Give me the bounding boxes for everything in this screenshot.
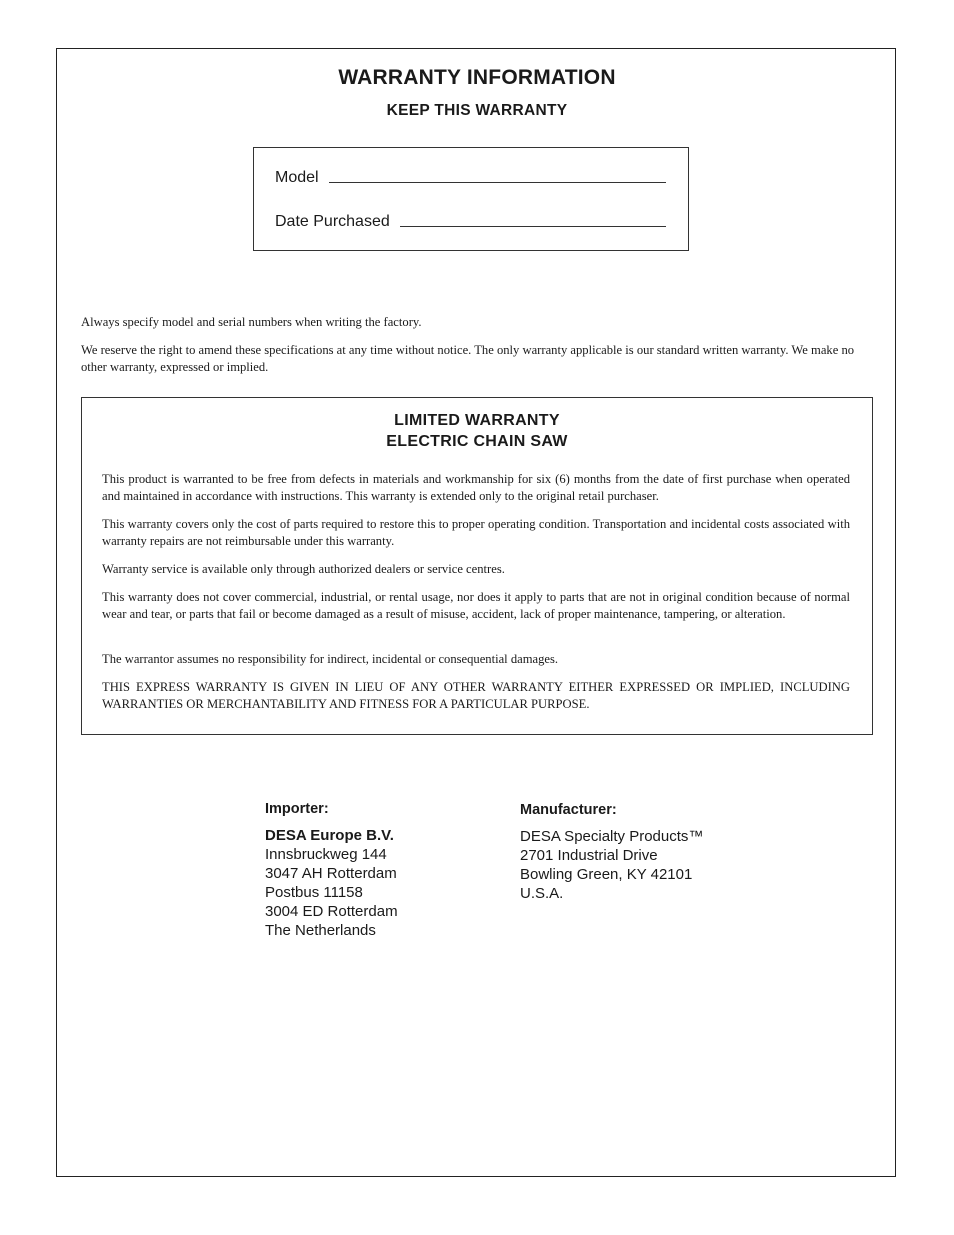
model-label: Model (275, 169, 319, 186)
address-line: Innsbruckweg 144 (265, 846, 387, 863)
limited-warranty-title: LIMITED WARRANTY (394, 412, 560, 429)
warranty-paragraph: This warranty covers only the cost of parts required to restore this to proper operating condition. Transportation and incidental costs associated with warranty repairs are not reimbursable under this warranty. (102, 517, 850, 548)
date-purchased-blank-line[interactable] (400, 225, 666, 227)
warranty-paragraph: The warrantor assumes no responsibility for indirect, incidental or consequential damages. (102, 652, 559, 666)
date-purchased-field[interactable] (275, 213, 666, 231)
warranty-paragraph: THIS EXPRESS WARRANTY IS GIVEN IN LIEU OF ANY OTHER WARRANTY EITHER EXPRESSED OR IMPLIED, INCLUDING WARRANTIES OR MERCHANTABILITY AND FITNESS FOR A PARTICULAR PURPOSE. (102, 680, 850, 711)
address-line: DESA Specialty Products™ (520, 828, 704, 845)
page-title: WARRANTY INFORMATION (338, 66, 616, 89)
model-field[interactable] (275, 169, 666, 187)
address-line: Bowling Green, KY 42101 (520, 866, 693, 883)
product-name-title: ELECTRIC CHAIN SAW (386, 433, 568, 450)
limited-warranty-box (81, 397, 873, 735)
manufacturer-heading: Manufacturer: (520, 802, 617, 818)
warranty-paragraph: This warranty does not cover commercial, industrial, or rental usage, nor does it apply to parts that are not in original condition because of normal wear and tear, or parts that fail or become damaged as a result of misuse, accident, lack of proper maintenance, tampering, or alteration. (102, 590, 850, 621)
importer-heading: Importer: (265, 801, 329, 817)
warranty-paragraph: This product is warranted to be free from defects in materials and workmanship for six (6) months from the date of first purchase when operated and maintained in accordance with instructions. This warranty is extended only to the original retail purchaser. (102, 472, 850, 503)
warranty-paragraph: Warranty service is available only through authorized dealers or service centres. (102, 562, 505, 576)
page-subtitle: KEEP THIS WARRANTY (386, 102, 568, 119)
specifications-note: We reserve the right to amend these specifications at any time without notice. The only warranty applicable is our standard written warranty. We make no other warranty, expressed or implied. (81, 343, 855, 374)
importer-company: DESA Europe B.V. (265, 827, 394, 844)
address-line: The Netherlands (265, 922, 376, 939)
serial-number-note: Always specify model and serial numbers when writing the factory. (81, 315, 422, 329)
address-line: Postbus 11158 (265, 884, 363, 901)
manufacturer-address (520, 801, 703, 903)
address-line: 2701 Industrial Drive (520, 847, 658, 864)
purchase-record-box (253, 147, 689, 251)
importer-address (265, 800, 398, 940)
model-blank-line[interactable] (329, 181, 666, 183)
address-line: 3004 ED Rotterdam (265, 903, 398, 920)
date-purchased-label: Date Purchased (275, 213, 390, 230)
address-line: U.S.A. (520, 885, 564, 902)
address-line: 3047 AH Rotterdam (265, 865, 397, 882)
